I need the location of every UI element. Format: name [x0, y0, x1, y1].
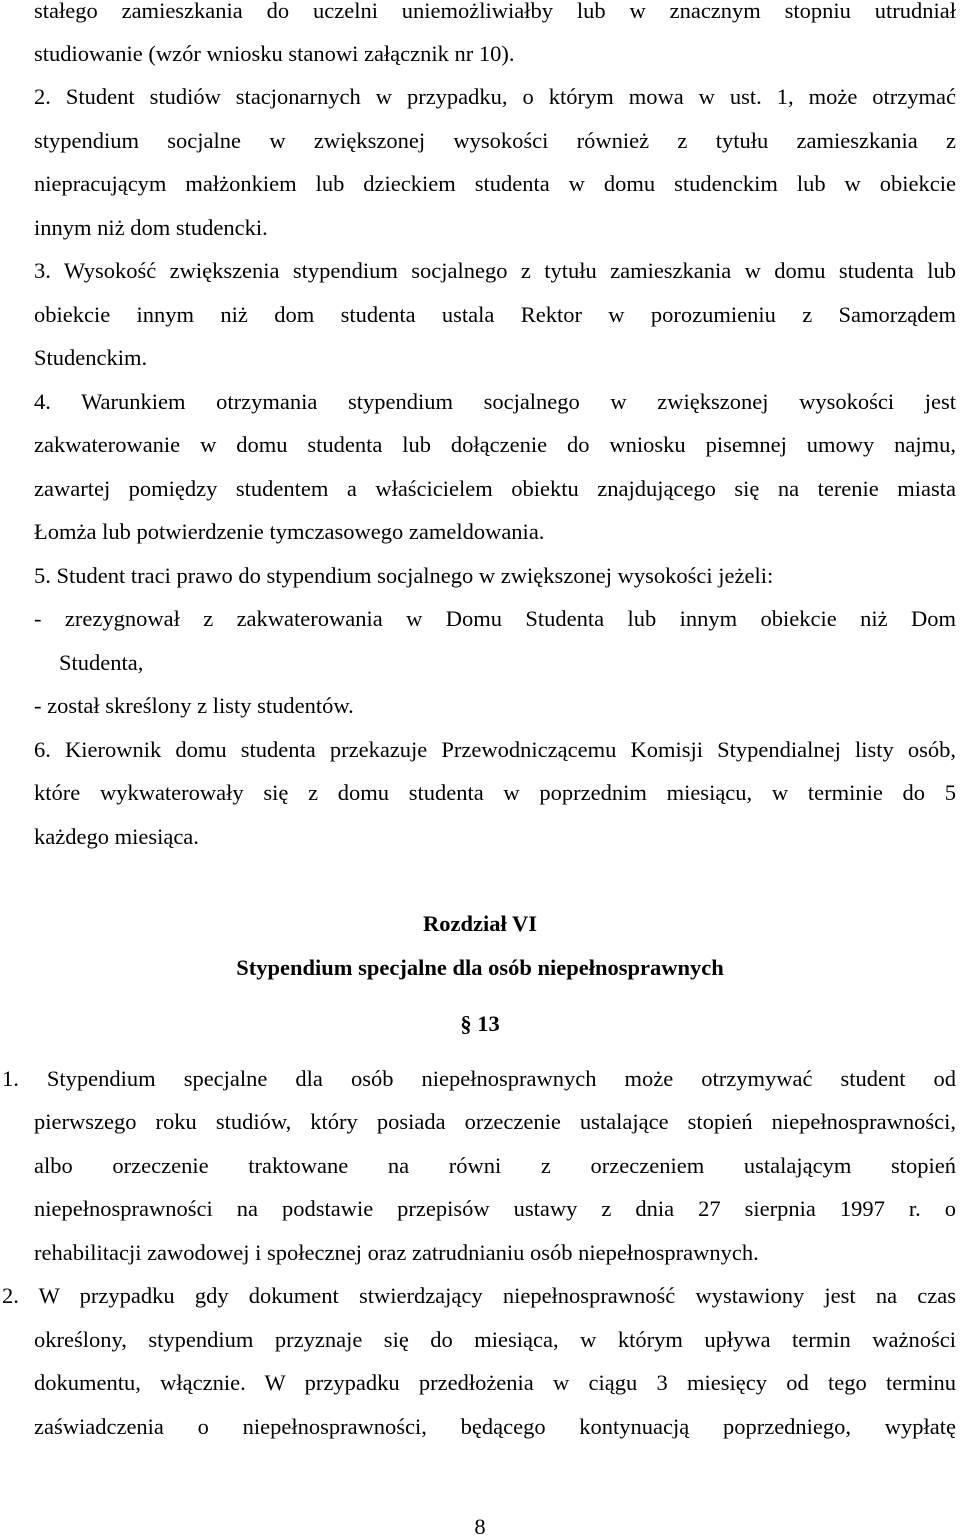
- text-line: 2. Student studiów stacjonarnych w przypadku, o którym mowa w ust. 1, może otrzymać: [34, 84, 956, 109]
- text-line: zaświadczenia o niepełnosprawności, będącego kontynuacją poprzedniego, wypłatę: [34, 1414, 956, 1439]
- text-line: zakwaterowanie w domu studenta lub dołączenie do wniosku pisemnej umowy najmu,: [34, 432, 956, 457]
- text-line: albo orzeczenie traktowane na równi z orzeczeniem ustalającym stopień: [34, 1153, 956, 1178]
- paragraph-number: § 13: [460, 1011, 500, 1036]
- text-line: które wykwaterowały się z domu studenta w poprzednim miesiącu, w terminie do 5: [34, 780, 956, 805]
- chapter-title: Rozdział VI: [423, 911, 537, 936]
- text-line: niepełnosprawności na podstawie przepisów ustawy z dnia 27 sierpnia 1997 r. o: [34, 1196, 956, 1221]
- text-line: 1. Stypendium specjalne dla osób niepełnosprawnych może otrzymywać student od: [2, 1066, 956, 1091]
- text-line: 4. Warunkiem otrzymania stypendium socjalnego w zwiększonej wysokości jest: [34, 389, 956, 414]
- text-line: 5. Student traci prawo do stypendium socjalnego w zwiększonej wysokości jeżeli:: [34, 563, 774, 588]
- text-line: obiekcie innym niż dom studenta ustala Rektor w porozumieniu z Samorządem: [34, 302, 956, 327]
- text-line: innym niż dom studencki.: [34, 215, 268, 240]
- text-line: rehabilitacji zawodowej i społecznej oraz zatrudnianiu osób niepełnosprawnych.: [34, 1240, 759, 1265]
- text-line: 6. Kierownik domu studenta przekazuje Przewodniczącemu Komisji Stypendialnej listy osób,: [34, 737, 956, 762]
- chapter-subtitle: Stypendium specjalne dla osób niepełnosprawnych: [236, 955, 724, 980]
- text-line: dokumentu, włącznie. W przypadku przedłożenia w ciągu 3 miesięcy od tego terminu: [34, 1370, 956, 1395]
- text-line: stypendium socjalne w zwiększonej wysokości również z tytułu zamieszkania z: [34, 128, 956, 153]
- text-line: studiowanie (wzór wniosku stanowi załącznik nr 10).: [34, 41, 515, 66]
- text-line: - zrezygnował z zakwaterowania w Domu Studenta lub innym obiekcie niż Dom: [34, 606, 956, 631]
- text-line: każdego miesiąca.: [34, 824, 199, 849]
- text-line: określony, stypendium przyznaje się do miesiąca, w którym upływa termin ważności: [34, 1327, 956, 1352]
- text-line: zawartej pomiędzy studentem a właścicielem obiektu znajdującego się na terenie miasta: [34, 476, 956, 501]
- text-line: - został skreślony z listy studentów.: [34, 693, 354, 718]
- text-line: Studenckim.: [34, 345, 148, 370]
- text-line: niepracującym małżonkiem lub dzieckiem studenta w domu studenckim lub w obiekcie: [34, 171, 956, 196]
- text-line: 3. Wysokość zwiększenia stypendium socjalnego z tytułu zamieszkania w domu studenta lub: [34, 258, 956, 283]
- text-line: 2. W przypadku gdy dokument stwierdzający niepełnosprawność wystawiony jest na czas: [2, 1283, 956, 1308]
- text-line: stałego zamieszkania do uczelni uniemożliwiałby lub w znacznym stopniu utrudniał: [34, 0, 956, 23]
- text-line: pierwszego roku studiów, który posiada orzeczenie ustalające stopień niepełnosprawności,: [34, 1109, 956, 1134]
- text-line: Łomża lub potwierdzenie tymczasowego zameldowania.: [34, 519, 545, 544]
- page-number: 8: [474, 1514, 486, 1539]
- text-line: Studenta,: [59, 650, 144, 675]
